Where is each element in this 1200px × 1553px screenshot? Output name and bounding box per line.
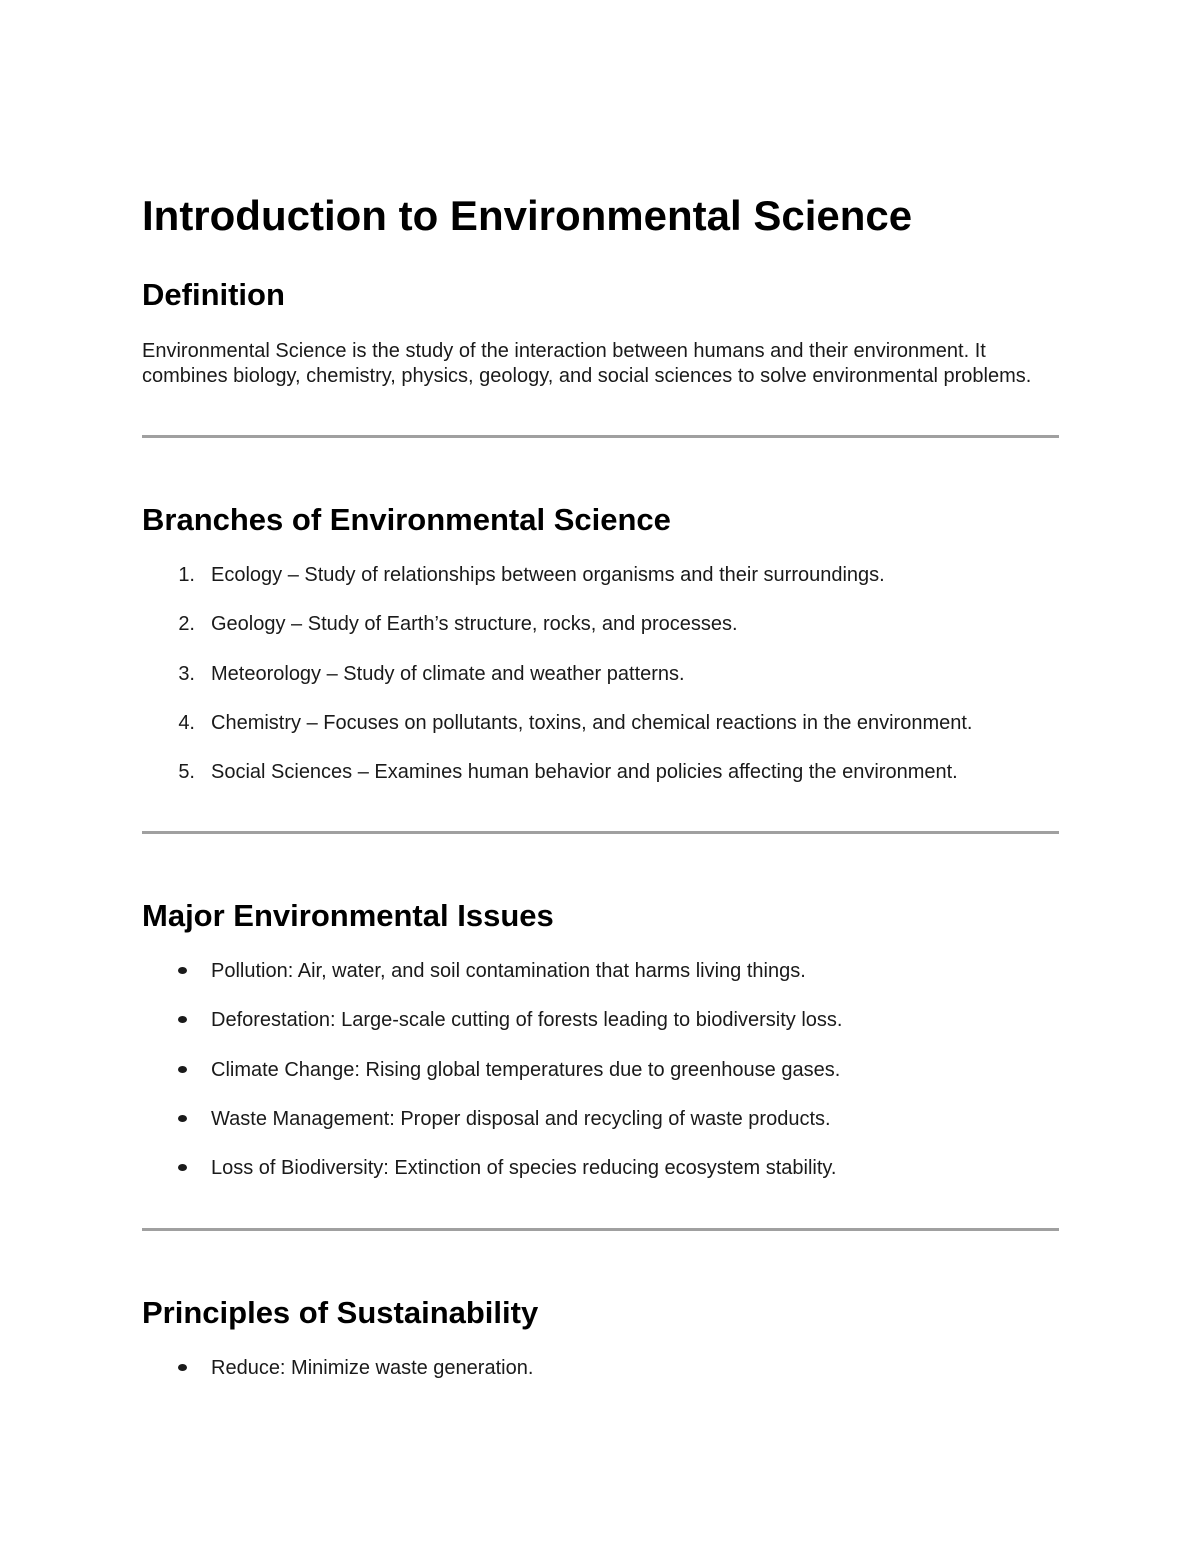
definition-heading: Definition <box>142 277 285 312</box>
list-number: 4. <box>178 711 195 734</box>
list-item <box>142 662 1059 711</box>
list-item-text: Deforestation: Large-scale cutting of forests leading to biodiversity loss. <box>211 1009 843 1032</box>
bullet-icon <box>178 1164 187 1171</box>
bullet-icon <box>178 1066 187 1073</box>
list-item-text: Meteorology – Study of climate and weather patterns. <box>211 662 685 685</box>
list-item-text: Social Sciences – Examines human behavior and policies affecting the environment. <box>211 761 958 784</box>
list-item-text: Pollution: Air, water, and soil contamination that harms living things. <box>211 960 806 982</box>
list-item-text: Climate Change: Rising global temperatures due to greenhouse gases. <box>211 1058 841 1081</box>
branches-list <box>142 563 1059 809</box>
sustainability-list <box>142 1356 1059 1405</box>
bullet-icon <box>178 1016 187 1023</box>
definition-paragraph: Environmental Science is the study of the interaction between humans and their environment. It combines biology, chemistry, physics, geology, and social sciences to solve environmental problems. <box>142 340 1032 387</box>
section-divider <box>142 1228 1059 1231</box>
list-number: 1. <box>178 564 195 586</box>
issues-heading: Major Environmental Issues <box>142 898 554 933</box>
list-item <box>142 563 1059 612</box>
list-item-text: Chemistry – Focuses on pollutants, toxins, and chemical reactions in the environment. <box>211 711 973 734</box>
list-item <box>142 612 1059 661</box>
list-item <box>142 1156 1059 1205</box>
sustainability-heading: Principles of Sustainability <box>142 1295 539 1330</box>
list-item <box>142 1058 1059 1107</box>
bullet-icon <box>178 1364 187 1371</box>
list-item-text: Geology – Study of Earth’s structure, rocks, and processes. <box>211 613 738 636</box>
section-divider <box>142 831 1059 834</box>
list-item <box>142 1107 1059 1156</box>
list-item <box>142 760 1059 809</box>
page-title: Introduction to Environmental Science <box>142 192 913 239</box>
list-item-text: Waste Management: Proper disposal and recycling of waste products. <box>211 1107 831 1130</box>
issues-list <box>142 959 1059 1205</box>
list-item <box>142 1356 1059 1405</box>
list-number: 3. <box>178 662 195 685</box>
list-number: 2. <box>178 613 195 636</box>
list-item-text: Reduce: Minimize waste generation. <box>211 1357 534 1379</box>
list-item <box>142 959 1059 1008</box>
list-item-text: Loss of Biodiversity: Extinction of species reducing ecosystem stability. <box>211 1157 837 1180</box>
branches-heading: Branches of Environmental Science <box>142 502 671 537</box>
bullet-icon <box>178 967 187 974</box>
section-divider <box>142 435 1059 438</box>
list-item <box>142 711 1059 760</box>
bullet-icon <box>178 1115 187 1122</box>
list-item-text: Ecology – Study of relationships between organisms and their surroundings. <box>211 564 885 586</box>
list-item <box>142 1008 1059 1057</box>
list-number: 5. <box>178 761 195 784</box>
